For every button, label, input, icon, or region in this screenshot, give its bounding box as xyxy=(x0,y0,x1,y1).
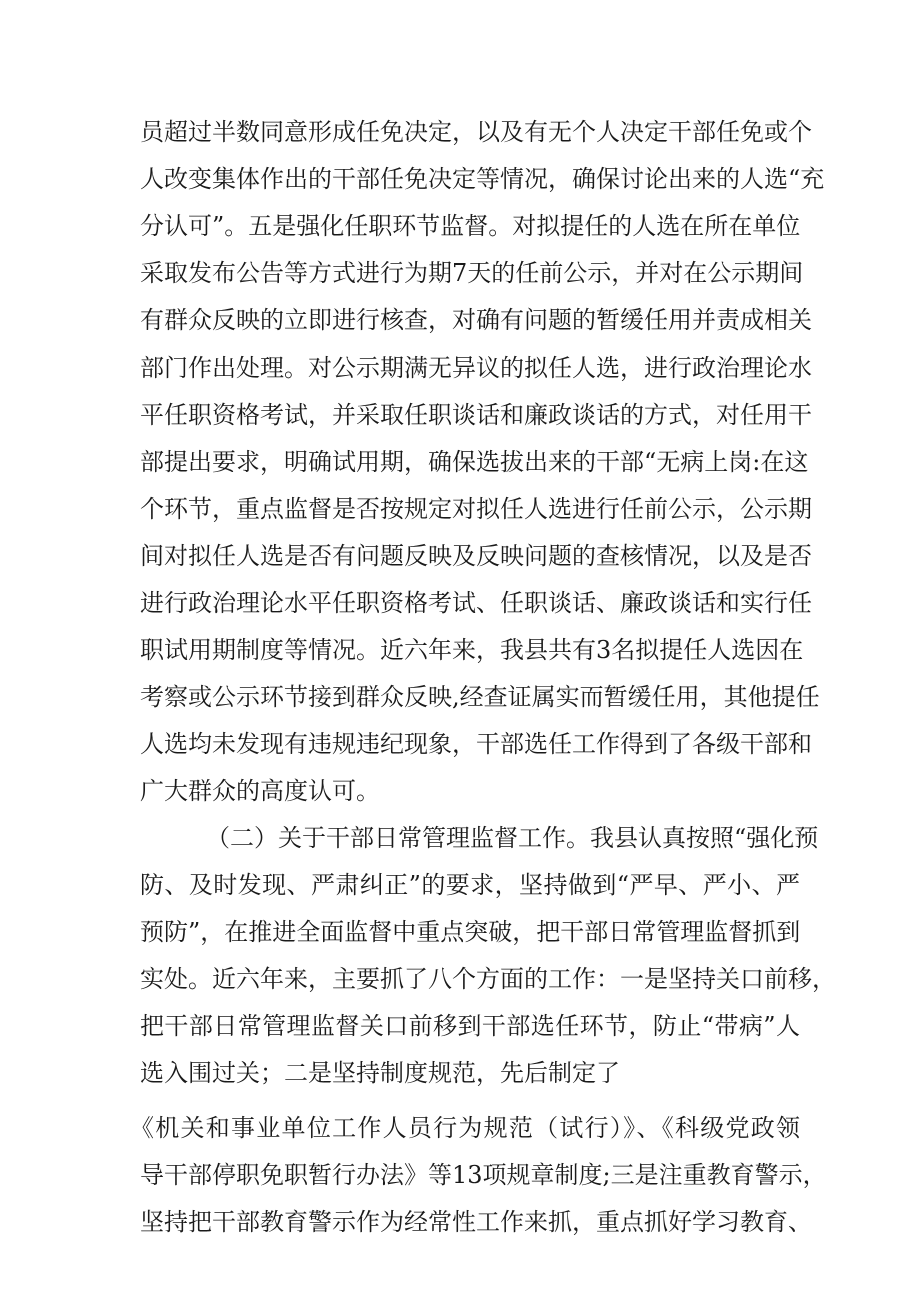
text-line: 部提出要求，明确试用期，确保选拔出来的干部“无病上岗:在这 xyxy=(140,448,809,476)
text-line: 实处。近六年来，主要抓了八个方面的工作：一是坚持关口前移， xyxy=(140,965,836,993)
text-line: 《机关和事业单位工作人员行为规范（试行）》、《科级党政领 xyxy=(130,1114,800,1142)
text-line: 有群众反映的立即进行核查，对确有问题的暂缓任用并责成相关 xyxy=(140,306,812,334)
text-line: 平任职资格考试，并采取任职谈话和廉政谈话的方式，对任用干 xyxy=(140,401,812,429)
text-line: 坚持把干部教育警示作为经常性工作来抓，重点抓好学习教育、 xyxy=(140,1208,812,1236)
text-line: 进行政治理论水平任职资格考试、任职谈话、廉政谈话和实行任 xyxy=(140,589,812,617)
text-line: 预防”，在推进全面监督中重点突破，把干部日常管理监督抓到 xyxy=(140,918,801,946)
text-line: 考察或公示环节接到群众反映,经查证属实而暂缓任用，其他提任 xyxy=(140,683,820,711)
text-line: 选入围过关；二是坚持制度规范，先后制定了 xyxy=(140,1059,620,1087)
text-line: 人改变集体作出的干部任免决定等情况，确保讨论出来的人选“充 xyxy=(140,165,825,193)
text-line: 职试用期制度等情况。近六年来，我县共有3名拟提任人选因在 xyxy=(140,636,804,664)
text-line: 部门作出处理。对公示期满无异议的拟任人选，进行政治理论水 xyxy=(140,354,812,382)
text-line: 间对拟任人选是否有问题反映及反映问题的查核情况，以及是否 xyxy=(140,542,812,570)
text-line: 员超过半数同意形成任免决定，以及有无个人决定干部任免或个 xyxy=(140,118,812,146)
text-line: 防、及时发现、严肃纠正”的要求，坚持做到“严早、严小、严 xyxy=(140,871,800,899)
text-line: 采取发布公告等方式进行为期7天的任前公示，并对在公示期间 xyxy=(140,259,804,287)
text-line: 分认可”。五是强化任职环节监督。对拟提任的人选在所在单位 xyxy=(140,212,801,240)
text-line: 广大群众的高度认可。 xyxy=(140,777,380,805)
text-line: 个环节，重点监督是否按规定对拟任人选进行任前公示，公示期 xyxy=(140,495,812,523)
text-line: 把干部日常管理监督关口前移到干部选任环节，防止“带病”人 xyxy=(140,1012,800,1040)
paragraph-start-line: （二）关于干部日常管理监督工作。我县认真按照“强化预 xyxy=(206,824,819,852)
text-line: 导干部停职免职暂行办法》等13项规章制度;三是注重教育警示， xyxy=(140,1161,827,1189)
text-line: 人选均未发现有违规违纪现象，干部选任工作得到了各级干部和 xyxy=(140,730,812,758)
